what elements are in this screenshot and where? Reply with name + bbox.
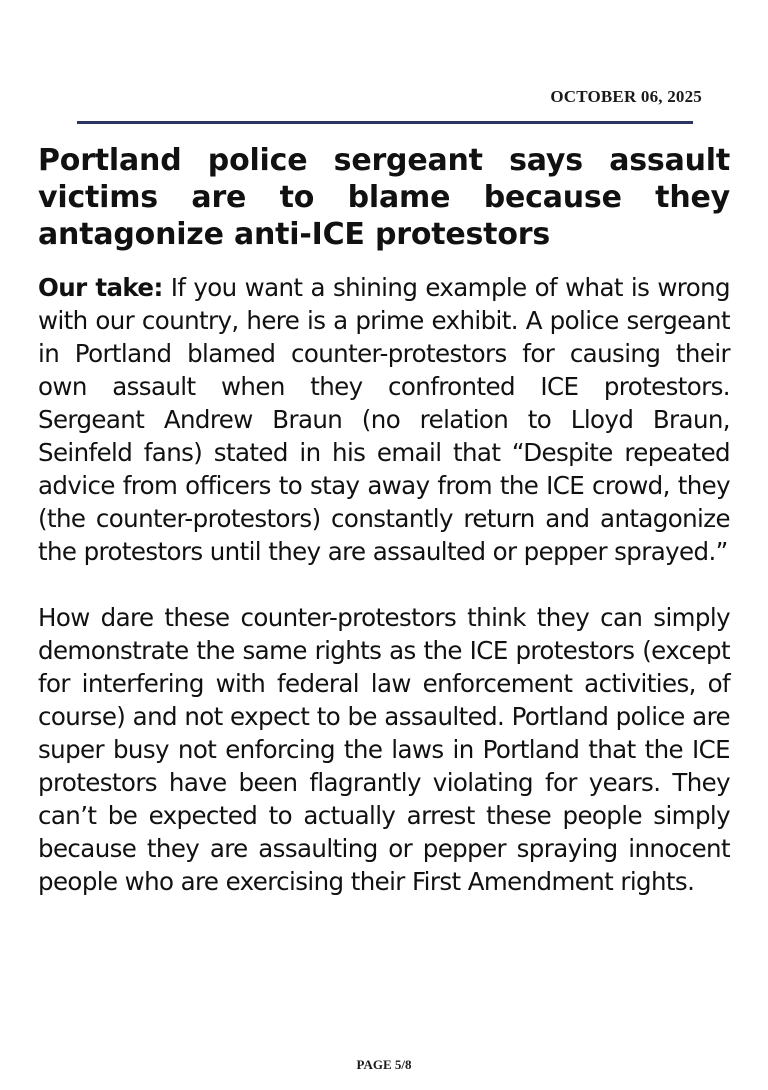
paragraph-2: How dare these counter-protestors think they can simply demonstrate the same rights as the ICE protestors (except for interfering with federal law enforcement activities, of course) and not expect to be assaulted. Portland police are super busy not enforcing the laws in Portland that the ICE protestors have been flagrantly violating for years. They can’t be expected to actually arrest these people simply because they are assaulting or pepper spraying innocent people who are exercising their First Amendment rights. <box>38 603 730 896</box>
article-headline: Portland police sergeant says assault victims are to blame because they antagonize anti-ICE protestors <box>38 143 730 252</box>
header-divider <box>77 121 693 124</box>
paragraph-1 <box>38 271 730 568</box>
article-date: OCTOBER 06, 2025 <box>550 87 702 106</box>
our-take-label: Our take: <box>38 273 163 302</box>
page-number: PAGE 5/8 <box>356 1057 412 1072</box>
paragraph-1-text: If you want a shining example of what is wrong with our country, here is a prime exhibit. A police sergeant in Portland blamed counter-protestors for causing their own assault when they confronted ICE protestors. Sergeant Andrew Braun (no relation to Lloyd Braun, Seinfeld fans) stated in his email that “Despite repeated advice from officers to stay away from the ICE crowd, they (the counter-protestors) constantly return and antagonize the protestors until they are assaulted or pepper sprayed.” <box>38 273 730 566</box>
article-body <box>38 271 730 898</box>
